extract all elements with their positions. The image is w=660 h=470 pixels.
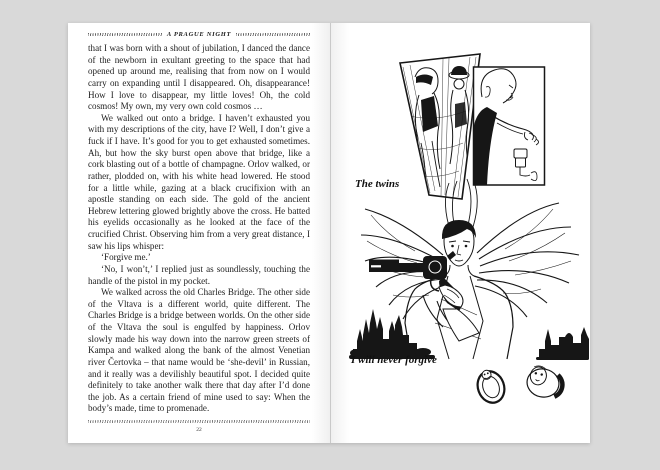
left-page [68,23,330,443]
running-header [88,31,310,38]
header-rule-right [236,33,310,36]
old-man-panel-illustration [474,67,545,185]
illustration-canvas [331,23,591,443]
right-page [330,23,590,443]
twins-panel-illustration [400,54,480,199]
angel-face [442,220,476,266]
paragraph: We walked across the old Charles Bridge. The other side of the Vltava is a different world, quite different. The Charles Bridge is a bridge between worlds. On the other side of the Vltava the soul is engulfed by happiness. Orlov slowly made his way down into the narrow green streets of Kampa and walked along the bank of the almost Venetian river Čertovka – that name would be ‘she-devil’ in Russian, and it really was a devilishly beautiful spot. I decided quite definitely to take another walk there that day after I’d done the job. As a certain friend of mine used to say: When the body’s made, time to promenade. [88,287,310,414]
paragraph: that I was born with a shout of jubilation, I danced the dance of the newborn in exultant greeting to the space that had opened up around me, realising that from now on I would carry on expanding until I disappeared. Oh, disappearance! How I love to disappear, my little loves! Oh, the cold cosmos! My own, my very own cold cosmos … [88,43,310,112]
page-footer [88,420,310,433]
page-number: 22 [196,427,202,433]
paragraph: ‘Forgive me.’ [101,252,151,263]
running-header-title: A PRAGUE NIGHT [166,31,232,38]
rings-illustration [473,364,566,406]
footer-rule [88,420,310,423]
header-rule-left [88,33,162,36]
paragraph: We walked out onto a bridge. I haven’t exhausted you with my descriptions of the city, have I? Well, I don’t give a fuck if I have. It’s good for you to get exhausted sometimes. Ah, but how the sky burst open above that bridge, like a cork blasting out of a bottle of champagne. Orlov walked, or rather, plodded on, with his white head lowered. He stood for a little while, gazing at a black crucifixion with an apostle standing on each side. The gold of the ancient Hebrew lettering glowed brightly above the cross. He batted his eyelids occasionally as he looked at the face of the crucified Christ. Observing him from a very great distance, I saw his lips whisper: [88,112,310,251]
caption-i-will-never-forgive: I will never forgive [351,354,437,366]
caption-the-twins: The twins [355,178,400,190]
paragraph: ‘No, I won’t,’ I replied just as soundlessly, touching the handle of the pistol in my pocket. [88,263,310,286]
body-text [88,43,310,415]
book-spread [68,23,590,443]
